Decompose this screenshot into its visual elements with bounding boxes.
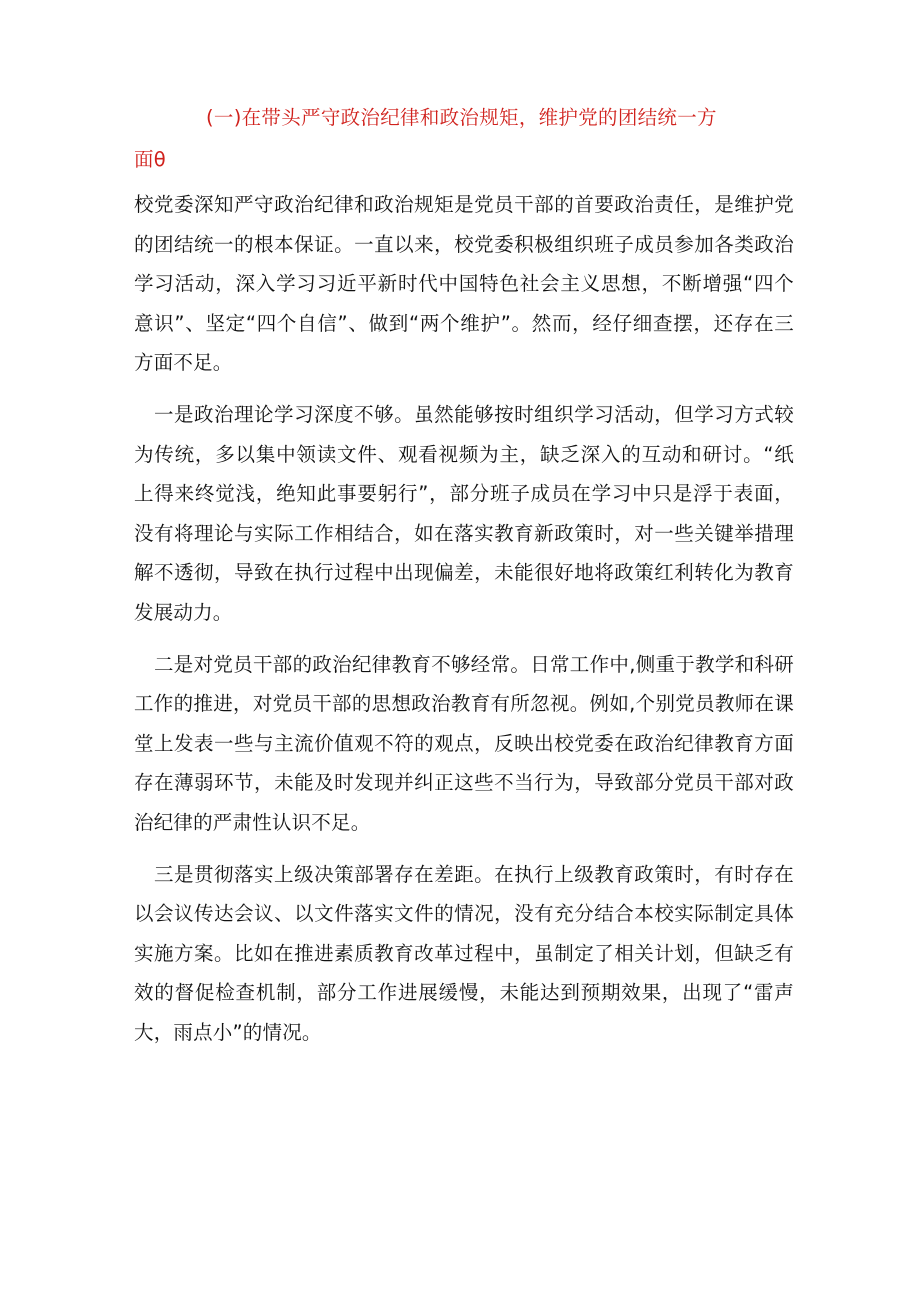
document-content [134, 102, 794, 1064]
paragraph-point-one: 一是政治理论学习深度不够。虽然能够按时组织学习活动，但学习方式较为传统，多以集中领读文件、观看视频为主，缺乏深入的互动和研讨。“纸上得来终觉浅，绝知此事要躬行”，部分班子成员在学习中只是浮于表面，没有将理论与实际工作相结合，如在落实教育新政策时，对一些关键举措理解不透彻，导致在执行过程中出现偏差，未能很好地将政策红利转化为教育发展动力。 [134, 402, 794, 624]
section-heading-line2: 面θ [134, 148, 167, 171]
paragraph-point-three: 三是贯彻落实上级决策部署存在差距。在执行上级教育政策时，有时存在以会议传达会议、以文件落实文件的情况，没有充分结合本校实际制定具体实施方案。比如在推进素质教育改革过程中，虽制定了相关计划，但缺乏有效的督促检查机制，部分工作进展缓慢，未能达到预期效果，出现了“雷声大，雨点小”的情况。 [134, 862, 794, 1044]
section-heading-line1: (一)在带头严守政治纪律和政治规矩，维护党的团结统一方 [206, 106, 717, 129]
section-heading [134, 102, 794, 175]
paragraph-intro: 校党委深知严守政治纪律和政治规矩是党员干部的首要政治责任，是维护党的团结统一的根本保证。一直以来，校党委积极组织班子成员参加各类政治学习活动，深入学习习近平新时代中国特色社会主义思想，不断增强“四个意识”、坚定“四个自信”、做到“两个维护”。然而，经仔细查摆，还存在三方面不足。 [134, 193, 794, 375]
paragraph-point-two: 二是对党员干部的政治纪律教育不够经常。日常工作中,侧重于教学和科研工作的推进，对党员干部的思想政治教育有所忽视。例如,个别党员教师在课堂上发表一些与主流价值观不符的观点，反映出校党委在政治纪律教育方面存在薄弱环节，未能及时发现并纠正这些不当行为，导致部分党员干部对政治纪律的严肃性认识不足。 [134, 652, 794, 834]
